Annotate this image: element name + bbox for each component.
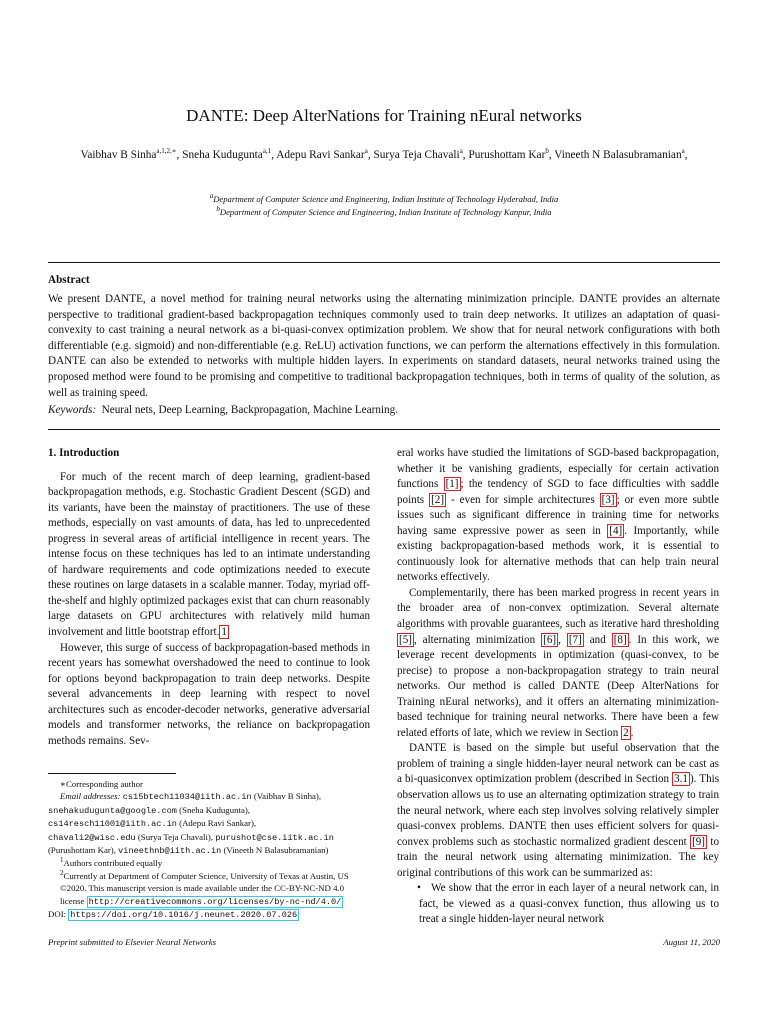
- email-note: (Purushottam Kar), vineethnb@iith.ac.in (Vineeth N Balasubramanian): [48, 845, 329, 857]
- intro-paragraph-2-continued: eral works have studied the limitations of SGD-based backpropagation, whether it be vanishing gradients, especially for certain activation functions [1] ; the tendency of SGD to face difficulties with saddle points [2] - even for simple architectures [3] ; or even more subtle issues such as significant difference in training time for networks having same expressive power as seen in [4] . Importantly, while existing backpropagation-based methods work, it is essential to continuously look for alternative methods that can help train neural networks effectively.: [397, 447, 720, 584]
- footnote-2: $^2$Currently at Department of Computer Science, University of Texas at Austin, US: [60, 868, 349, 881]
- section-link[interactable]: 2: [623, 726, 629, 739]
- email-note: cs14resch11001@iith.ac.in (Adepu Ravi Sankar),: [48, 818, 257, 830]
- footnote-rule: [48, 773, 176, 774]
- author-sup: a,1: [262, 147, 272, 156]
- bullet-icon: •: [417, 882, 421, 895]
- intro-paragraph-4: DANTE is based on the simple but useful observation that the problem of training a single hidden-layer neural network can be cast as a bi-quasiconvex optimization problem (described in Section 3.1 ). This observation allows us to use an alternating optimization strategy to train the neural network, where each step involves solving relatively simpler quasi-convex problems. DANTE then uses efficient solvers for quasi-convex problems such as stochastic normalized gradient descent [9] to train the neural network using alternating minimization. The key original contributions of this work can be summarized as:: [397, 742, 720, 879]
- keywords-label: Keywords:: [48, 404, 97, 416]
- email-note: snehakudugunta@google.com (Sneha Kudugunta),: [48, 804, 250, 816]
- author-sup: a,1,2,∗: [156, 147, 177, 156]
- citation-link[interactable]: [6]: [543, 633, 557, 646]
- right-column: [397, 446, 719, 928]
- citation-link[interactable]: [8]: [613, 633, 627, 646]
- intro-paragraph-1: For much of the recent march of deep learning, gradient-based backpropagation methods, e.g. Stochastic Gradient Descent (SGD) and its variants, have been the mainstay of practitioners. The use of these methods, especially on vast amounts of data, has led to unprecedented progress in several areas of artificial intelligence in recent years. The intense focus on these techniques has led to an intimate understanding of hardware requirements and code optimizations needed to execute these routines on large datasets in a scalable manner. Today, myriad off-the-shelf and highly optimized packages exist that can churn reasonably large datasets on GPU architectures with relatively mild human involvement and little bootstrap effort. 1: [48, 470, 370, 639]
- author-name: Purushottam Kar: [468, 149, 546, 161]
- author-list: Vaibhav B Sinha$^{a,1,2,∗}$, Sneha Kudugunta$^{a,1}$, Adepu Ravi Sankar$^a$, Surya Teja Chavali$^a$, Purushottam Kar$^b$, Vineeth N Balasubramanian$^a$,: [80, 147, 688, 161]
- affiliation-b: $^b$Department of Computer Science and Engineering, Indian Institute of Technology Kanpur, India: [216, 204, 552, 217]
- copyright-note: ©2020. This manuscript version is made available under the CC-BY-NC-ND 4.0 license http://creativecommons.org/licenses/by-nc-nd/4.0/: [60, 883, 345, 907]
- author-name: Vaibhav B Sinha: [80, 149, 157, 161]
- author-name: Vineeth N Balasubramanian: [554, 149, 682, 161]
- citation-link[interactable]: [5]: [399, 633, 412, 646]
- citation-link[interactable]: [7]: [568, 633, 582, 646]
- affiliation-a: $^a$Department of Computer Science and Engineering, Indian Institute of Technology Hyderabad, India: [209, 192, 559, 204]
- section-link[interactable]: 3.1: [674, 773, 688, 786]
- intro-paragraph-2: However, this surge of success of backpropagation-based methods in recent years has somewhat overshadowed the need to continue to look for options beyond backpropagation to train deep networks. Despite several advancements in deep learning with respect to novel architectures such as encoder-decoder networks, generative adversarial models and transformer networks, the reliance on backpropagation methods remains. Sev-: [48, 641, 370, 747]
- footnote-1: $^1$Authors contributed equally: [60, 856, 163, 869]
- citation-link[interactable]: [2]: [431, 493, 445, 506]
- citation-link[interactable]: [1]: [445, 478, 459, 491]
- footnote-ref-link[interactable]: 1: [221, 626, 227, 639]
- section-heading-introduction: 1. Introduction: [48, 447, 120, 459]
- author-name: Sneha Kudugunta: [182, 149, 263, 161]
- affiliations: [70, 193, 698, 218]
- author-sup: a: [459, 147, 463, 156]
- abstract-body: We present DANTE, a novel method for training neural networks using the alternating minimization principle. DANTE provides an alternate perspective to traditional gradient-based backpropagation techniques commonly used to train deep networks. It utilizes an adaptation of quasi-convexity to cast training a neural network as a bi-quasi-convex optimization problem. We show that for neural network configurations with both differentiable (e.g. sigmoid) and non-differentiable (e.g. ReLU) activation functions, we can perform the alternations effectively in this formulation. DANTE can also be extended to networks with multiple hidden layers. In experiments on standard datasets, neural networks trained using the proposed method were found to be promising and competitive to traditional backpropagation techniques, both in terms of quality of the solution, as well as training speed.: [48, 293, 720, 399]
- keywords: [48, 404, 720, 416]
- abstract-bottom-rule: [48, 429, 720, 430]
- author-sup: b: [545, 147, 549, 156]
- citation-link[interactable]: [4]: [609, 524, 623, 537]
- footer-left: Preprint submitted to Elsevier Neural Networks: [48, 937, 217, 947]
- author-sup: a: [681, 147, 685, 156]
- corresponding-author-note: ∗Corresponding author: [60, 779, 143, 789]
- footer-date: August 11, 2020: [663, 937, 720, 947]
- email-note: Email addresses: cs15btech11034@iith.ac.in (Vaibhav B Sinha),: [60, 791, 322, 803]
- author-name: Adepu Ravi Sankar: [276, 149, 365, 161]
- intro-paragraph-3: Complementarily, there has been marked progress in recent years in the broader area of non-convex optimization. Several alternate algorithms with provable guarantees, such as iterative hard thresholding [5] , alternating minimization [6] , [7] and [8] . In this work, we leverage recent developments in optimization (quasi-convex, to be precise) to propose a non-backpropagation strategy to train neural networks. Our method is called DANTE (Deep AlterNations for Training nEural networks), and it offers an alternating minimization-based technique for training neural networks. There have been a few related efforts of late, which we review in Section 2 .: [397, 586, 719, 739]
- contribution-bullet: • We show that the error in each layer of a neural network can, in fact, be viewed as a quasi-convex function, thus allowing us to treat a single hidden-layer neural network: [397, 881, 719, 928]
- author-name: Surya Teja Chavali: [373, 149, 460, 161]
- left-column: [48, 446, 370, 749]
- doi-link[interactable]: https://doi.org/10.1016/j.neunet.2020.07.026: [70, 910, 298, 921]
- doi-note: DOI: https://doi.org/10.1016/j.neunet.2020.07.026: [48, 909, 298, 921]
- license-link[interactable]: http://creativecommons.org/licenses/by-nc-nd/4.0/: [88, 896, 342, 907]
- keywords-text: Neural nets, Deep Learning, Backpropagation, Machine Learning.: [101, 404, 399, 416]
- top-rule: [48, 262, 720, 263]
- citation-link[interactable]: [3]: [601, 493, 615, 506]
- paper-title: DANTE: Deep AlterNations for Training nEural networks: [186, 106, 582, 125]
- footnotes: [48, 778, 370, 921]
- email-note: chavali2@wisc.edu (Surya Teja Chavali), purushot@cse.iitk.ac.in: [48, 831, 334, 843]
- author-sup: a: [364, 147, 368, 156]
- abstract-heading: Abstract: [48, 274, 90, 286]
- citation-link[interactable]: [9]: [692, 835, 705, 848]
